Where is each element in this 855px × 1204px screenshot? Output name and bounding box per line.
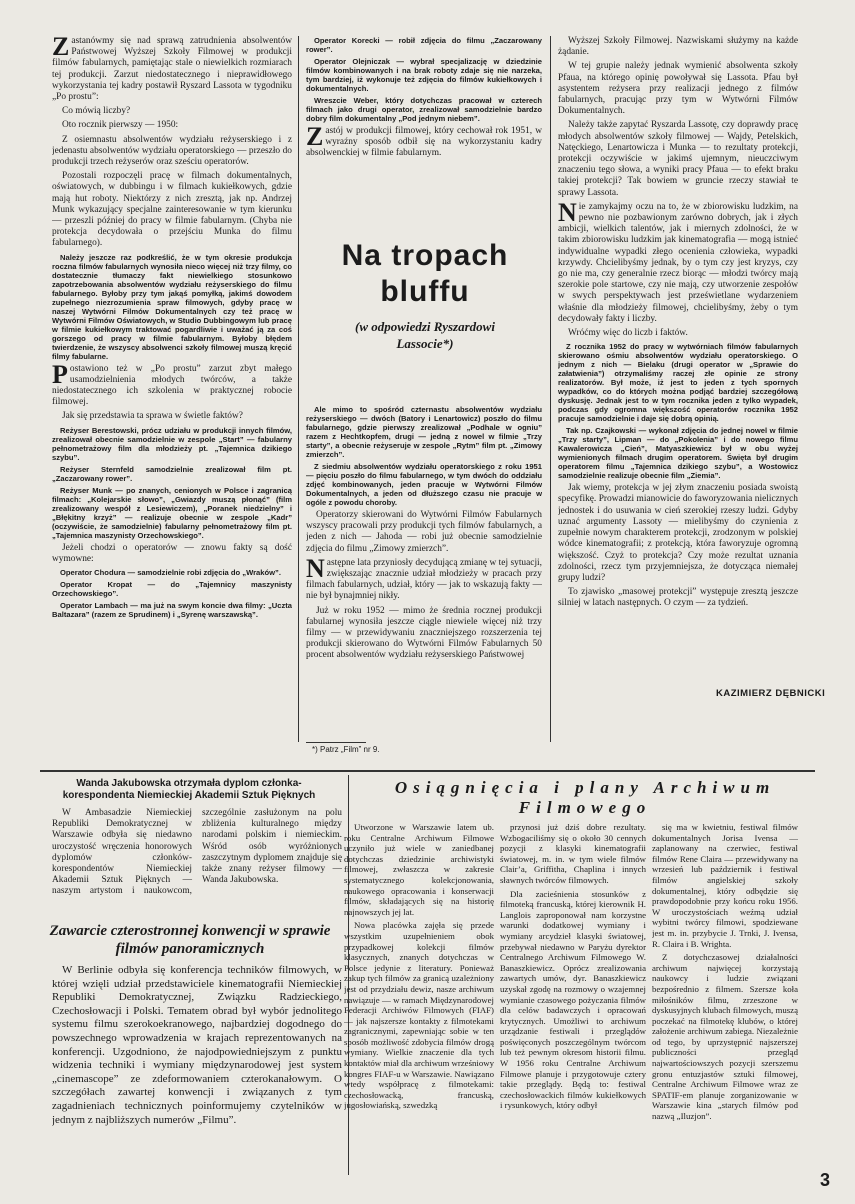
paragraph-text: W tej grupie należy jednak wymienić absolwenta szkoły Pfaua, na którego opinię powoływał się Lassota. Pfau był asystentem reżysera przy realizacji jednego z filmów fabularnych, pracując przy tym w Wytwórni Filmów Dokumentalnych. [558, 61, 798, 117]
paragraph-text: W Berlinie odbyła się konferencja techników filmowych, w której wzięli udział przedstawiciele kinematografii Niemieckiej Republiki Demokratycznej, Związku Radzieckiego, Czechosłowacji i Polski. Tematem obrad był wybór jednolitego systemu filmu szerokoekranowego, najbardziej dogodnego do powszechnego wprowadzenia w krajach reprezentowanych na konferencji. Uzgodniono, że najodpowiedniejszym z punktu widzenia techniki i wymiany międzynarodowej jest system „cinemascope” ze zdeformowaniem czterokanałowym. O szczegółach zawartej konwencji i związanych z tym zagadnieniach technicznych poinformujemy czytelników w jednym z najbliższych numerów „Filmu”. [52, 964, 342, 1126]
paragraph-text: Reżyser Munk — po znanych, cenionych w Polsce i zagranicą filmach: „Kolejarskie słowo”, „Gwiazdy muszą płonąć” (film zrealizowany wespół z Lesiewiczem), „Poranek niedzielny” i „Błękitny krzyż” — realizuje obecnie w zespole „Kadr” (oczywiście, że samodzielnie) fabularny pełnometrażowy film pt. „Tajemnica maszynisty Orzechowskiego”. [52, 485, 292, 540]
paragraph-text: Reżyser Berestowski, prócz udziału w produkcji innych filmów, zrealizował obecnie samodzielnie w zespole „Start” — fabularny pełnometrażowy film dla młodzieży pt. „Tajemnica dzikiego szybu”. [52, 425, 292, 462]
article-title-box [325, 238, 525, 396]
paragraph-text: Z osiemnastu absolwentów wydziału reżyserskiego i z jedenastu absolwentów wydziału operatorskiego — przeszło do produkcji trzech reżyserów oraz sześciu operatorów. [52, 134, 292, 168]
drop-cap: Z [306, 122, 324, 151]
paragraph [52, 36, 292, 103]
paragraph [344, 822, 494, 917]
paragraph [52, 120, 292, 131]
paragraph [306, 122, 542, 160]
paragraph [306, 510, 542, 555]
paragraph-text: Jak się przedstawia ta sprawa w świetle faktów? [62, 411, 243, 422]
konwencja-headline: Zawarcie czterostronnej konwencji w sprawie filmów panoramicznych [49, 923, 331, 957]
paragraph [306, 57, 542, 93]
paragraph [306, 462, 542, 507]
paragraph [500, 822, 646, 886]
paragraph-text: Reżyser Sternfeld samodzielnie zrealizował film pt. „Zaczarowany rower”. [52, 464, 292, 483]
column-rule [550, 36, 551, 742]
column-2-top [306, 36, 542, 232]
paragraph-text: Wreszcie Weber, który dotychczas pracował w czterech filmach jako drugi operator, zrealizował samodzielnie bardzo dobry film dokumentalny „Pod jednym niebem”. [306, 96, 542, 123]
paragraph-text: Co mówią liczby? [62, 106, 131, 117]
paragraph [558, 197, 798, 325]
paragraph-text: Jeżeli chodzi o operatorów — znowu fakty są dość wymowne: [52, 542, 292, 564]
paragraph-text: Operatorzy skierowani do Wytwórni Filmów Fabularnych wszyscy pracowali przy produkcji tych filmów fabularnych, a jeden z nich — Jahoda — robi już obecnie samodzielnie zdjęcia do filmu „Zimowy zmierzch”. [306, 510, 542, 554]
paragraph-text: Wróćmy więc do liczb i faktów. [568, 328, 688, 339]
paragraph [52, 543, 292, 565]
paragraph [52, 465, 292, 483]
paragraph-text: W Ambasadzie Niemieckiej Republiki Demokratycznej w Warszawie odbyła się niedawno uroczystość wręczenia honorowych dyplomów członków-korespondentów Niemieckiej Akademii Sztuk Pięknych — naszym artystom i naukowcom, szczególnie zasłużonym na polu zbliżenia kulturalnego między narodami polskim i niemieckim. Wśród osób wyróżnionych zaszczytnym dyplomem znajduje się także znany reżyser filmowy — Wanda Jakubowska. [52, 808, 342, 897]
column-1 [52, 36, 292, 736]
paragraph [306, 606, 542, 662]
article-subtitle: (w odpowiedzi Ryszardowi Lassocie*) [355, 319, 495, 351]
article-author: KAZIMIERZ DĘBNICKI [716, 688, 826, 699]
paragraph [306, 405, 542, 459]
paragraph-text: Tak np. Czajkowski — wykonał zdjęcia do jednej nowel w filmie „Trzy starty”, Lipman — do „Pokolenia” i do nowego filmu Kawalerowicza „Cień”, Matyaszkiewicz był w obu wyżej wymienionych filmach drugim operatorem. Święta był drugim operatorem filmu „Tajemnica dzikiego szybu”, a Wostowicz samodzielnie realizuje obecnie film „Ziemia”. [558, 426, 798, 481]
paragraph [52, 359, 292, 409]
paragraph [306, 96, 542, 123]
paragraph-text: Z rocznika 1952 do pracy w wytwórniach filmów fabularnych skierowano ośmiu absolwentów wydziału operatorskiego. O jednym z nich — Bielaku (drugi operator w „Sprawie do załatwienia”) otrzymaliśmy raczej złe opinie ze strony realizatorów. Był może, iż jest to jeden z tych spornych wypadków, co do których można podjąć bardziej szczegółową dyskusję. Jednak jest to w tym rocznika jeden z tylko wypadek, podczas gdy ogromna większość operatorów rocznika 1952 pracuje samodzielnie i daje się dobrą opinią. [558, 342, 798, 424]
drop-cap: N [306, 553, 325, 583]
footnote: *) Patrz „Film” nr 9. [312, 745, 380, 754]
paragraph-text: ie zamykajmy oczu na to, że w zbiorowisku ludzkim, na pewno nie pozbawionym zarówno dobrych, jak i złych ambicji, wielkich talentów, jak i miernych zdolności, że w takim zbiorowisku ludzkim jak kinematografia — mogą istnieć indywidualne wypadki złego ocenienia człowieka, wypadki krzywdy. Chcielibyśmy jednak, by o tym czy jest kryzys, czy go nie ma, czy generalnie rzecz biorąc — młodzi twórcy mają szerokie pole startowe, czy nie mają, czy utworzenie zespołów w swych perspektywach jest prześwietlane wydarzeniem właśnie dla młodzieży filmowej, chcielibyśmy, żeby o tym decydowały fakty i liczby. [558, 201, 798, 324]
paragraph-text: To zjawisko „masowej protekcji” występuje zresztą jeszcze silniej w latach następnych. O czym — za tydzień. [558, 587, 798, 609]
column-2-bottom [306, 405, 542, 741]
paragraph [52, 601, 292, 619]
paragraph [652, 952, 798, 1122]
paragraph-text: Z dotychczasowej działalności archiwum najwięcej korzystają naukowcy i ludzie związani bezpośrednio z filmem. Szersze koła miłośników filmu, zrzeszone w dyskusyjnych klubach filmowych, muszą poczekać na filmotekę klubów, o której założenie archiwum zabiega. Niezależnie od tego, by uprzystępnić najszerszej publiczności przegląd najwartościowszych pozycji szerszemu gronu entuzjastów sztuki filmowej, Centralne Archiwum Filmowe wraz ze SPATIF-em planuje zorganizowanie w Warszawie kina „starych filmów pod nazwą „Iluzjon”. [652, 952, 798, 1122]
paragraph [52, 135, 292, 169]
paragraph-text: Oto rocznik pierwszy — 1950: [62, 120, 179, 131]
paragraph [52, 964, 342, 1127]
paragraph-text: astanówmy się nad sprawą zatrudnienia absolwentów Państwowej Wyższej Szkoły Filmowej w produkcji filmów fabularnych, pamiętając stale o niewielkich rozmiarach tej produkcji. Zarzut niedostatecznego i nieprawidłowego wykorzystania tej kadry postawił Ryszard Lassota w tygodniku „Po prostu”: [52, 36, 292, 103]
paragraph [558, 328, 798, 339]
paragraph [558, 342, 798, 423]
paragraph-text: Operator Lambach — ma już na swym koncie dwa filmy: „Uczta Baltazara” (razem ze Sprudinem) i „Syrenę warszawską”. [52, 601, 292, 620]
paragraph [52, 171, 292, 249]
paragraph-text: Operator Kropat — do „Tajemnicy maszynisty Orzechowskiego”. [52, 580, 292, 599]
paragraph [52, 568, 292, 577]
paragraph-text: Nowa placówka zajęła się przede wszystkim uzupełnieniem obok przypadkowej kolekcji filmów klasycznych, znanych dotychczas w Polsce jedynie z literatury. Ponieważ zakup tych filmów za granicą uzależniony jest od przydziału dewiz, nasze archiwum nawiązuje — w ramach Międzynarodowej Federacji Archiwów Filmowych (FIAF) — jak najszersze kontakty z filmotekami zagranicznymi, zapewniając sobie w ten sposób możliwość zdobycia filmów drogą wymiany. Wielkie znaczenie dla tych kontaktów miał dla archiwum wrześniowy kongres FIAF-u w Warszawie. Nawiązano wtedy współpracę z filmotekami: czechosłowacką, francuską, jugosłowiańską, szwedzką [344, 920, 494, 1111]
paragraph-text: Utworzone w Warszawie latem ub. roku Centralne Archiwum Filmowe uczyniło już wiele w zaniedbanej dotychczas dziedzinie archiwistyki filmowej, zwłaszcza w zakresie systematycznego kolekcjonowania, naukowego opracowania i konserwacji filmów, składających się na historię najnowszych jej lat. [344, 822, 494, 917]
column-3 [558, 36, 798, 684]
paragraph-text: astój w produkcji filmowej, który cechował rok 1951, w wyraźny sposób odbił się na wykorzystaniu kadry absolwenckiej w filmie fabularnym. [306, 126, 542, 159]
paragraph-text: ostawiono też w „Po prostu” zarzut zbyt małego usamodzielnienia młodych twórców, a także niedostatecznego ich szkolenia w praktycznej robocie filmowej. [52, 363, 292, 408]
archiwum-column-b [500, 822, 646, 1182]
paragraph [52, 411, 292, 422]
paragraph-text: Pozostali rozpoczęli pracę w filmach dokumentalnych, oświatowych, w dubbingu i w filmach kukiełkowych, gdzie mają hut roboty. Niektórzy z nich zresztą, jak np. Andrzej Munk wykazujący specjalne zainteresowanie w tym kierunku — przeszli później do pracy w filmie fabularnym. (Chyba nie protekcja decydowała o przejściu Munka do filmu fabularnego). [52, 171, 292, 249]
article-title: Na tropach bluffu [341, 239, 509, 308]
paragraph-text: Należy jeszcze raz podkreślić, że w tym okresie produkcja roczna filmów fabularnych wynosiła nieco więcej niż trzy filmy, co dostatecznie tłumaczy fakt niewielkiego stosunkowo zapotrzebowania absolwentów wydziału reżyserskiego do filmu fabularnego. Byłoby przy tym jakąś pomyłką, jakimś dowodem zupełnego niezrozumienia spraw filmowych, gdyby pracę w naszej Wytwórni Filmów Dokumentalnych czy też pracę w Wytwórni Filmów Oświatowych, w Studio Dubbingowym lub pracę w filmie kukiełkowym traktować pogardliwie i uważać ją za coś gorszego od pracy w filmie fabularnym. Byłoby błędem twierdzenie, że wszyscy absolwenci szkoły filmowej muszą kręcić filmy fabularne. [52, 252, 292, 361]
paragraph [52, 426, 292, 462]
paragraph-text: Operator Korecki — robił zdjęcia do filmu „Zaczarowany rower”. [306, 36, 542, 54]
paragraph [52, 808, 342, 898]
paragraph [52, 486, 292, 540]
czlonka-headline: Wanda Jakubowska otrzymała dyplom członka-korespondenta Niemieckiej Akademii Sztuk Pięknych [62, 778, 316, 801]
footnote-rule [306, 742, 366, 743]
paragraph-text: Ale mimo to spośród czternastu absolwentów wydziału reżyserskiego — dwóch (Batory i Lenartowicz) poszło do filmu fabularnego, gdzie pierwszy zrealizował „Podhale w ogniu” razem z Hechtkopfem, drugi — jedną z nowel w filmie „Trzy starty”, a obecnie reżyseruje w zespole „Rytm” film pt. „Zimowy zmierzch”. [306, 405, 542, 459]
column-rule [298, 36, 299, 742]
drop-cap: N [558, 197, 577, 227]
paragraph [306, 36, 542, 54]
paragraph [52, 253, 292, 361]
paragraph [52, 106, 292, 117]
paragraph [344, 920, 494, 1111]
paragraph-text: Operator Olejniczak — wybrał specjalizację w dziedzinie filmów kombinowanych i na brak roboty zdaje się nie narzeka, tym bardziej, iż wykonuje też zdjęcia do filmów kukiełkowych i dokumentalnych. [306, 57, 542, 93]
archiwum-headline: Osiągnięcia i plany Archiwum Filmowego [394, 778, 776, 817]
archiwum-column-a [344, 822, 494, 1182]
paragraph-text: Należy także zapytać Ryszarda Lassotę, czy doprawdy pracę młodych absolwentów szkoły filmowej — Wajdy, Petelskich, Natęckiego, Lenartowicza i Munka — to rezultaty protekcji, protekcji oczywiście w jakimś ujemnym, nieuczciwym znaczeniu tego słowa, a wyniki pracy Pfaua — to efekt braku takiej protekcji? Tak bowiem w gruncie rzeczy stawiał te sprawy Lassota. [558, 120, 798, 198]
paragraph-text: się ma w kwietniu, festiwal filmów dokumentalnych Jorisa Ivensa — zaplanowany na czerwiec, festiwal filmów Rene Claira — przewidywany na wrzesień lub październik i festiwal filmów angielskiej szkoły dokumentalnej, który odbędzie się prawdopodobnie przy końcu roku 1956. W uroczystościach weźmą udział wybitni twórcy filmowi, spodziewane jest m. in. przybycie J. Trnki, J. Ivensa, R. Claira i B. Wrighta. [652, 822, 798, 949]
czlonka-body [52, 808, 342, 918]
paragraph-text: Dla zacieśnienia stosunków z filmoteką francuską, której kierownik H. Langlois zaproponował nam korzystne warunki dodatkowej wymiany i wymiany arcydzieł klasyki światowej, przebywał niedawno w Paryżu dyrektor Centralnego Archiwum Filmowego W. Banaszkiewicz. Oprócz zrealizowania zawartych umów, dyr. Banaszkiewicz uzyskał zgodę na rozmowy o wzajemnej wymianie czasowego pożyczania filmów dla celów badawczych i opracowań krytycznych. Umożliwi to archiwum urządzanie festiwali i przeglądów poświęconych poszczególnym twórcom lub też pewnym okresom historii filmu. W 1956 roku Centralne Archiwum Filmowe planuje i przygotowuje cztery takie przeglądy. Będą to: festiwal czechosłowackich filmów kukiełkowych i rysunkowych, który odbył [500, 888, 646, 1111]
drop-cap: Z [52, 36, 70, 61]
paragraph-text: Już w roku 1952 — mimo że średnia rocznej produkcji fabularnej wynosiła jeszcze ciągle niewiele więcej niż trzy filmy — w przewidywaniu znaczniejszego rozszerzenia tej produkcji skierowano do Wytwórni Filmów Fabularnych 50 procent absolwentów wydziału reżyserskiego Państwowej [306, 605, 542, 661]
paragraph [306, 553, 542, 603]
paragraph-text: Jak wiemy, protekcja w jej złym znaczeniu posiada swoistą specyfikę. Prowadzi mianowicie do faworyzowania nielicznych jednostek i do usuwania w cień szerokiej rzeszy ludzi. Gdyby uznać argumenty Lassoty — mielibyśmy do czynienia z zupełnie nowym charakterem protekcji, zrodzonym w polskiej wódce kinematografii; z protekcją, która faworyzuje ogromną większość. Czyż to protekcja? Czy może rezultat uznania zdolności, rzecz tym przyjemniejsza, że dotycząca niemałej grupy ludzi? [558, 483, 798, 583]
page-number: 3 [820, 1170, 831, 1190]
paragraph-text: Operator Chodura — samodzielnie robi zdjęcia do „Wraków”. [60, 568, 281, 578]
paragraph [558, 120, 798, 198]
archiwum-column-c [652, 822, 798, 1162]
section-divider [40, 770, 815, 772]
paragraph-text: przynosi już dziś dobre rezultaty. Wzbogaciliśmy się o około 30 cennych pozycji z klasyki kinematografii światowej, m. in. w tym wiele filmów Clair’a, Griffitha, Chaplina i innych sławnych twórców filmowych. [500, 822, 646, 885]
paragraph [500, 889, 646, 1111]
paragraph-text: Wyższej Szkoły Filmowej. Nazwiskami służymy na każde żądanie. [558, 36, 798, 58]
drop-cap: P [52, 359, 68, 389]
paragraph-text: astępne lata przyniosły decydującą zmianę w tej sytuacji, zwiększając znacznie udział młodzieży w pracach przy filmach fabularnych, udział, który — jak to wskazują fakty — nie był bynajmniej nikły. [306, 557, 542, 602]
paragraph [558, 426, 798, 480]
paragraph [558, 483, 798, 584]
paragraph-text: Z siedmiu absolwentów wydziału operatorskiego z roku 1951 — pięciu poszło do filmu fabularnego, w tym dwóch do oddziału zdjęć kombinowanych, jeden pracuje w Wytwórni Filmów Dokumentalnych, a jeden od dłuższego czasu nie pracuje w ogóle z powodu choroby. [306, 462, 542, 507]
paragraph [652, 822, 798, 949]
konwencja-body [52, 964, 342, 1179]
paragraph [558, 61, 798, 117]
paragraph [558, 587, 798, 609]
paragraph [52, 580, 292, 598]
paragraph [558, 36, 798, 58]
